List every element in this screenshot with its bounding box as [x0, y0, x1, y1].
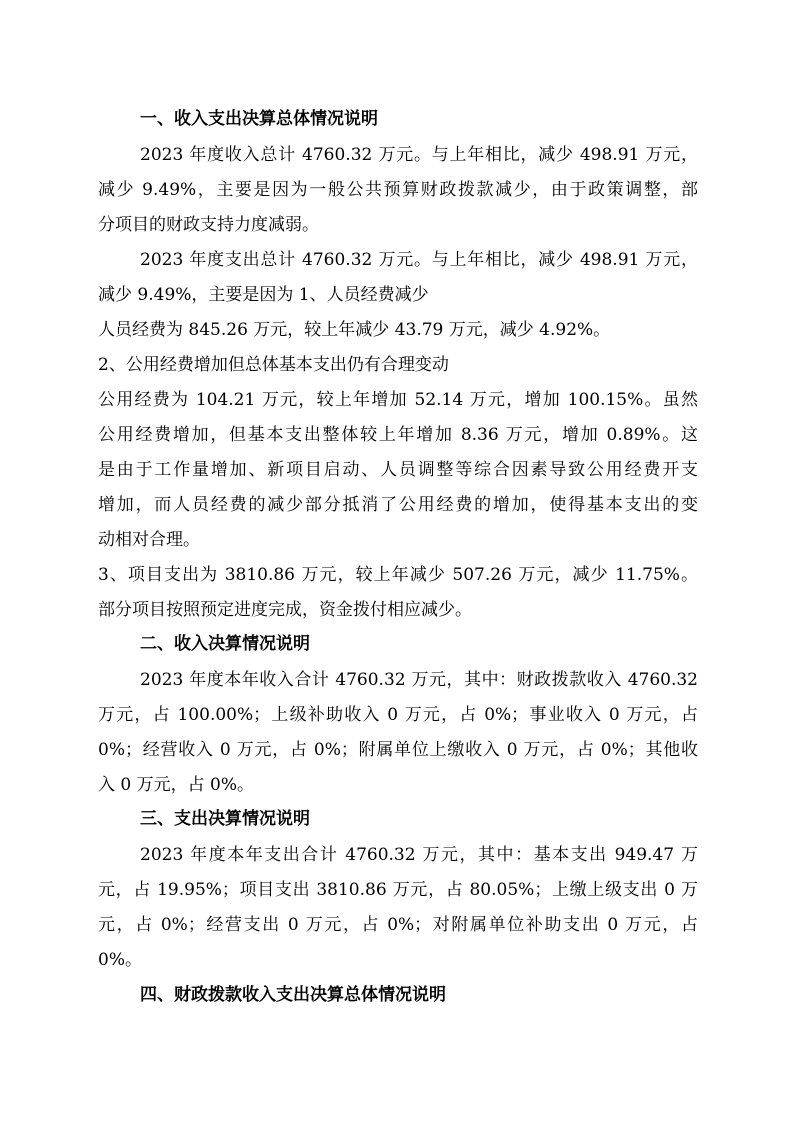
paragraph-line: 2、公用经费增加但总体基本支出仍有合理变动 — [98, 355, 449, 375]
paragraph-line: 分项目的财政支持力度减弱。 — [98, 215, 319, 235]
paragraph-line: 2023 年度本年收入合计 4760.32 万元，其中：财政拨款收入 4760.32 — [140, 670, 698, 690]
section-heading: 二、收入决算情况说明 — [140, 634, 310, 654]
paragraph-line: 公用经费为 104.21 万元，较上年增加 52.14 万元，增加 100.15%。虽然 — [98, 390, 698, 410]
paragraph-line: 动相对合理。 — [98, 530, 200, 550]
paragraph-line: 元，占 19.95%；项目支出 3810.86 万元，占 80.05%；上缴上级支出 0 万 — [98, 880, 698, 900]
paragraph-line: 减少 9.49%，主要是因为一般公共预算财政拨款减少，由于政策调整，部 — [98, 180, 698, 200]
paragraph-line: 元，占 0%；经营支出 0 万元，占 0%；对附属单位补助支出 0 万元，占 — [98, 915, 698, 935]
paragraph-line: 0%。 — [98, 950, 142, 970]
paragraph-line: 万元，占 100.00%；上级补助收入 0 万元，占 0%；事业收入 0 万元，占 — [98, 705, 698, 725]
paragraph-line: 2023 年度支出总计 4760.32 万元。与上年相比，减少 498.91 万元， — [140, 250, 698, 270]
paragraph-line: 2023 年度收入总计 4760.32 万元。与上年相比，减少 498.91 万元， — [140, 145, 698, 165]
paragraph-line: 部分项目按照预定进度完成，资金拨付相应减少。 — [98, 600, 472, 620]
paragraph-line: 3、项目支出为 3810.86 万元，较上年减少 507.26 万元，减少 11.75%。 — [98, 565, 698, 585]
paragraph-line: 入 0 万元，占 0%。 — [98, 775, 254, 795]
paragraph-line: 2023 年度本年支出合计 4760.32 万元，其中：基本支出 949.47 万 — [140, 845, 698, 865]
section-heading: 三、支出决算情况说明 — [140, 809, 310, 829]
section-heading: 四、财政拨款收入支出决算总体情况说明 — [140, 985, 446, 1005]
paragraph-line: 是由于工作量增加、新项目启动、人员调整等综合因素导致公用经费开支 — [98, 460, 698, 480]
paragraph-line: 公用经费增加，但基本支出整体较上年增加 8.36 万元，增加 0.89%。这 — [98, 425, 698, 445]
section-heading: 一、收入支出决算总体情况说明 — [140, 109, 378, 129]
paragraph-line: 0%；经营收入 0 万元，占 0%；附属单位上缴收入 0 万元，占 0%；其他收 — [98, 740, 698, 760]
paragraph-line: 减少 9.49%，主要是因为 1、人员经费减少 — [98, 285, 429, 305]
paragraph-line: 增加，而人员经费的减少部分抵消了公用经费的增加，使得基本支出的变 — [98, 495, 698, 515]
paragraph-line: 人员经费为 845.26 万元，较上年减少 43.79 万元，减少 4.92%。 — [98, 320, 611, 340]
